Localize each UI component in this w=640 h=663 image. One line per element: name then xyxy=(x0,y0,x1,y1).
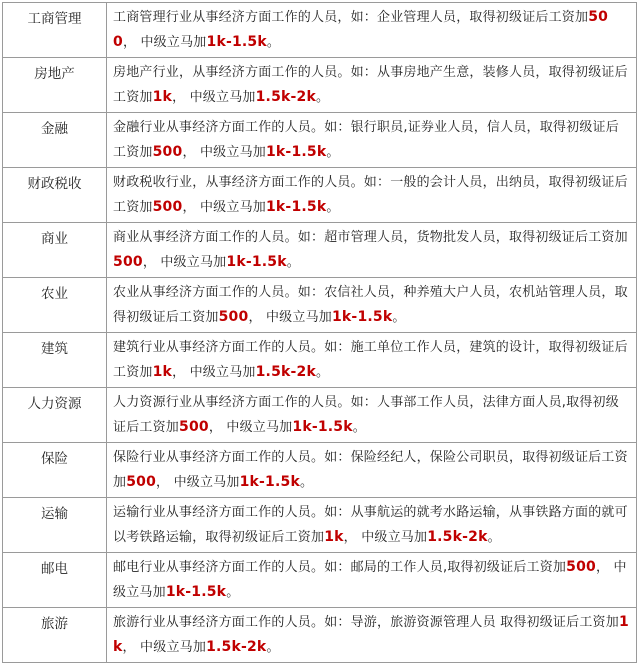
mid-raise: 1.5k-2k xyxy=(427,529,488,545)
table-row xyxy=(3,498,637,553)
industry-description xyxy=(107,553,637,608)
industry-name: 财政税收 xyxy=(3,168,107,223)
description-text-end: 。 xyxy=(326,145,340,160)
mid-raise: 1k-1.5k xyxy=(206,34,267,50)
industry-description xyxy=(107,443,637,498)
description-text-mid: ， 中级立马加 xyxy=(113,560,627,600)
initial-raise: 500 xyxy=(126,474,157,490)
industry-name: 保险 xyxy=(3,443,107,498)
description-text: 邮电行业从事经济方面工作的人员。如：邮局的工作人员,取得初级证后工资加 xyxy=(113,560,567,575)
description-text-mid: ， 中级立马加 xyxy=(182,145,266,160)
industry-description xyxy=(107,3,637,58)
description-text: 金融行业从事经济方面工作的人员。如：银行职员,证券业人员，信人员，取得初级证后工资加 xyxy=(113,120,619,160)
industry-name: 农业 xyxy=(3,278,107,333)
description-text: 保险行业从事经济方面工作的人员。如：保险经纪人，保险公司职员，取得初级证后工资加 xyxy=(113,450,628,490)
industry-salary-table xyxy=(2,2,637,663)
industry-name: 商业 xyxy=(3,223,107,278)
initial-raise: 500 xyxy=(218,309,249,325)
table-body xyxy=(3,3,637,663)
description-text-mid: ， 中级立马加 xyxy=(172,365,256,380)
industry-name: 房地产 xyxy=(3,58,107,113)
table-row xyxy=(3,223,637,278)
initial-raise: 1k xyxy=(324,529,344,545)
table-row xyxy=(3,58,637,113)
industry-name: 人力资源 xyxy=(3,388,107,443)
description-text-mid: ， 中级立马加 xyxy=(122,35,207,50)
industry-name: 金融 xyxy=(3,113,107,168)
industry-description xyxy=(107,113,637,168)
description-text: 运输行业从事经济方面工作的人员。如：从事航运的就考水路运输，从事铁路方面的就可以考铁路运输，取得初级证后工资加 xyxy=(113,505,628,545)
industry-description xyxy=(107,278,637,333)
initial-raise: 1k xyxy=(152,364,173,380)
industry-name: 运输 xyxy=(3,498,107,553)
mid-raise: 1k-1.5k xyxy=(226,254,287,270)
description-text-mid: ， 中级立马加 xyxy=(182,200,266,215)
description-text-end: 。 xyxy=(266,640,280,655)
description-text-mid: ， 中级立马加 xyxy=(142,255,227,270)
industry-name: 工商管理 xyxy=(3,3,107,58)
description-text-end: 。 xyxy=(352,420,366,435)
initial-raise: 1k xyxy=(113,614,629,655)
initial-raise: 500 xyxy=(152,144,183,160)
description-text-mid: ， 中级立马加 xyxy=(343,530,428,545)
industry-name: 旅游 xyxy=(3,608,107,663)
industry-description xyxy=(107,388,637,443)
industry-description xyxy=(107,498,637,553)
description-text: 农业从事经济方面工作的人员。如：农信社人员，种养殖大户人员，农机站管理人员，取得初级证后工资加 xyxy=(113,285,628,325)
mid-raise: 1k-1.5k xyxy=(165,584,227,600)
description-text-end: 。 xyxy=(326,200,340,215)
table-row xyxy=(3,3,637,58)
industry-name: 建筑 xyxy=(3,333,107,388)
mid-raise: 1k-1.5k xyxy=(331,309,393,325)
mid-raise: 1.5k-2k xyxy=(255,89,316,105)
initial-raise: 500 xyxy=(566,559,596,575)
industry-description xyxy=(107,223,637,278)
initial-raise: 500 xyxy=(152,199,183,215)
description-text: 商业从事经济方面工作的人员。如：超市管理人员，货物批发人员，取得初级证后工资加 xyxy=(113,230,628,245)
description-text-end: 。 xyxy=(315,90,330,105)
table-row xyxy=(3,168,637,223)
initial-raise: 500 xyxy=(113,9,609,50)
initial-raise: 1k xyxy=(152,89,173,105)
table-row xyxy=(3,608,637,663)
table-row xyxy=(3,113,637,168)
table-row xyxy=(3,333,637,388)
mid-raise: 1k-1.5k xyxy=(292,419,353,435)
description-text: 财政税收行业，从事经济方面工作的人员。如：一般的会计人员，出纳员，取得初级证后工资加 xyxy=(113,175,628,215)
table-row xyxy=(3,553,637,608)
description-text: 旅游行业从事经济方面工作的人员。如：导游，旅游资源管理人员 取得初级证后工资加 xyxy=(113,615,619,630)
mid-raise: 1.5k-2k xyxy=(206,639,267,655)
description-text: 工商管理行业从事经济方面工作的人员，如：企业管理人员，取得初级证后工资加 xyxy=(113,10,589,25)
table-row xyxy=(3,443,637,498)
table-row xyxy=(3,278,637,333)
industry-name: 邮电 xyxy=(3,553,107,608)
initial-raise: 500 xyxy=(113,254,143,270)
mid-raise: 1k-1.5k xyxy=(239,474,300,490)
mid-raise: 1.5k-2k xyxy=(255,364,316,380)
description-text-end: 。 xyxy=(286,255,300,270)
description-text-end: 。 xyxy=(392,310,406,325)
mid-raise: 1k-1.5k xyxy=(265,199,327,215)
description-text: 房地产行业，从事经济方面工作的人员。如：从事房地产生意，装修人员，取得初级证后工资加 xyxy=(113,65,628,105)
table-row xyxy=(3,388,637,443)
description-text-mid: ， 中级立马加 xyxy=(156,475,240,490)
description-text-mid: ， 中级立马加 xyxy=(248,310,332,325)
industry-description xyxy=(107,168,637,223)
description-text-mid: ， 中级立马加 xyxy=(208,420,293,435)
description-text-end: 。 xyxy=(487,530,501,545)
description-text-end: 。 xyxy=(266,35,281,50)
description-text-end: 。 xyxy=(315,365,330,380)
industry-description xyxy=(107,58,637,113)
description-text-end: 。 xyxy=(226,585,240,600)
description-text-mid: ， 中级立马加 xyxy=(172,90,256,105)
description-text-mid: ， 中级立马加 xyxy=(122,640,207,655)
industry-description xyxy=(107,333,637,388)
mid-raise: 1k-1.5k xyxy=(265,144,327,160)
description-text: 建筑行业从事经济方面工作的人员。如：施工单位工作人员，建筑的设计，取得初级证后工资加 xyxy=(113,340,628,380)
description-text: 人力资源行业从事经济方面工作的人员。如：人事部工作人员，法律方面人员,取得初级证后工资加 xyxy=(113,395,619,435)
industry-description xyxy=(107,608,637,663)
description-text-end: 。 xyxy=(299,475,314,490)
initial-raise: 500 xyxy=(179,419,209,435)
